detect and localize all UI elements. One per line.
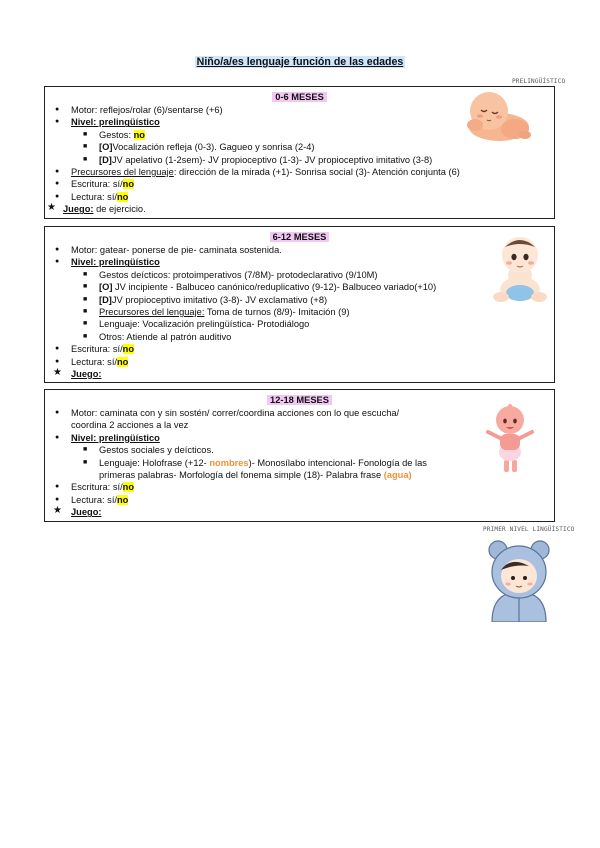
section-heading-text: 0-6 MESES [272,92,327,102]
sitting-baby-icon [491,233,549,305]
list-item-escritura [45,481,554,493]
list-item-gestos [45,269,554,281]
list-item-oral [45,141,554,153]
tag-prelinguistico: PRELINGÜÍSTICO [512,78,566,85]
lectura-text: Lectura: sí/ [71,494,117,505]
escritura-highlight: no [122,482,135,493]
gestos-text: Gestos deícticos: protoimperativos (7/8M)- protodeclarativo (9/10M) [99,269,378,280]
star-icon: ★ [47,202,56,214]
lenguaje-text-a: Lenguaje: Holofrase (+12- [99,457,210,468]
motor-text: Motor: reflejos/rolar (6)/sentarse (+6) [71,105,223,115]
bullet-icon: ● [55,495,60,503]
bullet-icon: ● [55,409,60,416]
escritura-highlight: no [122,179,135,190]
square-bullet-icon: ■ [83,308,88,316]
square-bullet-icon: ■ [83,332,88,340]
square-bullet-icon: ■ [83,155,88,163]
juego-text: de ejercicio. [93,204,146,215]
lectura-highlight: no [117,494,129,505]
oral-tag: [O] [99,142,113,153]
bullet-icon: ● [55,106,60,113]
list-item-motor [45,407,431,432]
hooded-baby-icon [484,538,554,622]
lectura-highlight: no [117,356,129,367]
square-bullet-icon: ■ [83,283,88,291]
square-bullet-icon: ■ [83,295,88,303]
juego-label: Juego: [63,204,94,215]
lectura-highlight: no [117,191,129,202]
precursores-text: : dirección de la mirada (+1)- Sonrisa social (3)- Atención conjunta (6) [173,167,460,178]
section-heading [45,394,554,407]
list-item-otros [45,331,554,343]
square-bullet-icon: ■ [83,270,88,278]
d-tag: [D] [99,154,112,165]
sleeping-baby-icon [465,89,533,143]
bullet-icon: ● [55,357,60,365]
lectura-text: Lectura: sí/ [71,191,117,202]
list-item-d [45,294,554,306]
list-item-lectura [45,356,554,368]
bullet-icon: ● [55,345,60,353]
section-6-12-months [44,226,555,383]
escritura-text: Escritura: sí/ [71,179,123,190]
nivel-text: Nivel: prelingüístico [71,432,160,443]
section-0-6-months [44,86,555,219]
oral-text: JV incipiente - Balbuceo canónico/reduplicativo (9-12)- Balbuceo variado(+10) [112,282,437,293]
square-bullet-icon: ■ [83,320,88,328]
escritura-highlight: no [122,344,135,355]
page-title-text: Niño/a/es lenguaje función de las edades [196,56,404,68]
juego-label: Juego: [71,507,102,518]
section-heading [45,231,554,244]
page-title [0,56,600,68]
lenguaje-nombres: nombres [209,457,249,468]
list-item-precursores [45,166,554,178]
list-item-motor [45,244,554,256]
nivel-text: Nivel: prelingüístico [71,117,160,128]
section-12-18-months [44,389,555,522]
list-item-lectura [45,494,554,506]
lenguaje-text: Lenguaje: Vocalización prelingüística- Protodiálogo [99,319,310,330]
list-item-nivel [45,432,554,444]
bullet-icon: ● [55,433,60,441]
square-bullet-icon: ■ [83,130,88,138]
list-item-oral [45,281,554,293]
precursores-text: Toma de turnos (8/9)- Imitación (9) [204,307,350,318]
d-tag: [D] [99,294,112,305]
list-item-lenguaje [45,457,459,482]
list-item-juego [45,203,554,215]
escritura-text: Escritura: sí/ [71,482,123,493]
star-icon: ★ [53,367,62,379]
precursores-label: Precursores del lenguaje [71,167,174,178]
list-item-d [45,154,554,166]
motor-text: Motor: gatear- ponerse de pie- caminata sostenida. [71,245,282,255]
section-heading-text: 6-12 MESES [270,232,330,242]
section-list [45,244,554,380]
list-item-lenguaje [45,318,554,330]
section-list [45,407,554,519]
bullet-icon: ● [55,246,60,253]
oral-text: Vocalización refleja (0-3). Gagueo y sonrisa (2-4) [112,142,315,153]
bullet-icon: ● [55,118,60,126]
otros-text: Otros: Atiende al patrón auditivo [99,331,232,342]
motor-text: Motor: caminata con y sin sostén/ correr/coordina acciones con lo que escucha/ coordina 2 acciones a la vez [71,408,400,431]
nivel-text: Nivel: prelingüístico [71,257,160,268]
bullet-icon: ● [55,168,60,176]
list-item-precursores [45,306,554,318]
list-item-nivel [45,256,554,268]
bullet-icon: ● [55,483,60,491]
d-text: JV propioceptivo imitativo (3-8)- JV exclamativo (+8) [111,294,328,305]
gestos-highlight: no [133,129,145,140]
bullet-icon: ● [55,258,60,266]
bullet-icon: ● [55,180,60,188]
tag-primer-nivel: PRIMER NIVEL LINGÜÍSTICO [483,526,575,533]
standing-baby-icon [485,402,535,474]
list-item-escritura [45,178,554,190]
section-heading-text: 12-18 MESES [267,395,332,405]
escritura-text: Escritura: sí/ [71,344,123,355]
lectura-text: Lectura: sí/ [71,356,117,367]
list-item-lectura [45,191,554,203]
lenguaje-text-b: )- Monosílabo intencional- Fonología de las primeras palabras- Morfología del fonema simple (18)- Palabra frase [99,457,427,481]
square-bullet-icon: ■ [83,143,88,151]
star-icon: ★ [53,505,62,517]
list-item-gestos [45,444,554,456]
gestos-text: Gestos sociales y deícticos. [99,445,214,456]
oral-tag: [O] [99,282,113,293]
juego-label: Juego: [71,369,102,380]
list-item-escritura [45,343,554,355]
gestos-text: Gestos: [99,129,134,140]
square-bullet-icon: ■ [83,446,88,454]
d-text: JV apelativo (1-2sem)- JV propioceptivo (1-3)- JV propioceptivo imitativo (3-8) [111,154,433,165]
list-item-juego [45,506,554,518]
square-bullet-icon: ■ [83,458,88,466]
lenguaje-agua: (agua) [383,470,412,481]
precursores-label: Precursores del lenguaje: [99,307,205,318]
bullet-icon: ● [55,192,60,200]
list-item-juego [45,368,554,380]
